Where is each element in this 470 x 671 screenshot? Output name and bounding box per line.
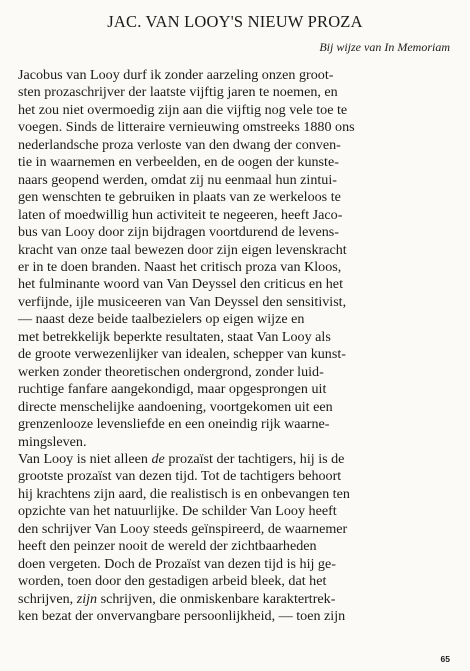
- text-line: grenzenlooze levensliefde en een oneindig rijk waarne-: [18, 416, 330, 433]
- text-line: opzichte van het natuurlijke. De schilder Van Looy heeft: [18, 503, 337, 520]
- text-line: kracht van onze taal bewezen door zijn eigen levenskracht: [18, 241, 347, 258]
- text-line: naars geopend werden, omdat zij nu eenmaal hun zintui-: [18, 171, 337, 188]
- text-line: mingsleven.: [18, 433, 87, 450]
- text-line: doen vergeten. Doch de Prozaïst van dezen tijd is hij ge-: [18, 555, 336, 572]
- text-line: de groote verwezenlijker van idealen, schepper van kunst-: [18, 346, 346, 363]
- text-line: werken zonder theoretischen ondergrond, zonder luid-: [18, 363, 324, 380]
- text-line: worden, toen door den gestadigen arbeid bleek, dat het: [18, 573, 327, 590]
- text-line: het zou niet overmoedig zijn aan die vijftig nog vele toe te: [18, 101, 348, 118]
- text-line: bus van Looy door zijn bijdragen voortdurend de levens-: [18, 224, 339, 241]
- text-line: — naast deze beide taalbezielers op eigen wijze en: [18, 311, 305, 328]
- text-line: laten of moedwillig hun activiteit te negeeren, heeft Jaco-: [18, 206, 343, 223]
- text-line: Van Looy is niet alleen de prozaïst der tachtigers, hij is de: [18, 450, 345, 467]
- text-line: ruchtige fanfare aangekondigd, maar opgesprongen uit: [18, 381, 327, 398]
- text-line: gen wenschten te gebruiken in plaats van ze werkeloos te: [18, 189, 341, 206]
- text-line: sten prozaschrijver der laatste vijftig jaren te noemen, en: [18, 84, 338, 101]
- text-line: tie in waarnemen en verbeelden, en de oogen der kunste-: [18, 154, 339, 171]
- text-line: directe menschelijke aandoening, voortgekomen uit een: [18, 398, 333, 415]
- text-line: hij krachtens zijn aard, die realistisch is en onbevangen ten: [18, 485, 350, 502]
- text-line: verfijnde, ijle musiceeren van Van Deyssel den sensitivist,: [18, 293, 347, 310]
- text-line: er in te doen branden. Naast het critisch proza van Kloos,: [18, 258, 342, 275]
- text-line: grootste prozaïst van dezen tijd. Tot de tachtigers behoort: [18, 468, 342, 485]
- article-body: [18, 67, 454, 626]
- text-line: met betrekkelijk beperkte resultaten, staat Van Looy als: [18, 328, 331, 345]
- text-line: heeft den peinzer nooit de wereld der zichtbaarheden: [18, 538, 317, 555]
- article-title: JAC. VAN LOOY'S NIEUW PROZA: [107, 12, 363, 31]
- text-line: schrijven, zijn schrijven, die onmiskenbare karaktertrek-: [18, 590, 336, 607]
- article-subtitle: Bij wijze van In Memoriam: [319, 40, 450, 54]
- page-number: 65: [440, 654, 450, 664]
- text-line: het fulminante woord van Van Deyssel den criticus en het: [18, 276, 343, 293]
- text-line: den schrijver Van Looy steeds geïnspireerd, de waarnemer: [18, 520, 348, 537]
- text-line: nederlandsche proza verloste van den dwang der conven-: [18, 136, 341, 153]
- paragraph-2: [18, 451, 454, 626]
- text-line: ken bezat der onvervangbare persoonlijkheid, — toen zijn: [18, 608, 346, 625]
- paragraph-1: [18, 67, 454, 451]
- text-line: Jacobus van Looy durf ik zonder aarzeling onzen groot-: [18, 67, 334, 83]
- text-line: voegen. Sinds de litteraire vernieuwing omstreeks 1880 ons: [18, 119, 355, 136]
